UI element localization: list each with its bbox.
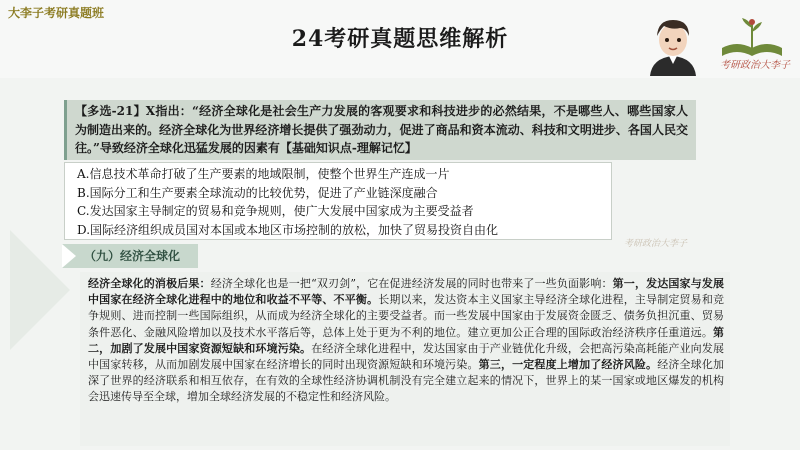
content-body [88, 276, 724, 406]
key-point-1: 第一，发达国家与发展中国家在经济全球化进程中的地位和收益不平等、不平衡。 [88, 277, 725, 307]
option-d[interactable]: D.国际经济组织成员国对本国或本地区市场控制的放松，加快了贸易投资自由化 [77, 222, 499, 237]
question-stem: 【多选-21】X指出：“经济全球化是社会生产力发展的客观要求和科技进步的必然结果，不是哪些人、哪些国家人为制造出来的。经济全球化为世界经济增长提供了强劲动力，促进了商品和资本流动、科技和文明进步、各国人民交往。”导致经济全球化迅猛发展的因素有【基础知识点-理解记忆】 [64, 100, 696, 160]
options-list [64, 162, 612, 240]
option-a[interactable]: A.信息技术革命打破了生产要素的地域限制，使整个世界生产连成一片 [77, 167, 450, 181]
key-point-3: 第三，一定程度上增加了经济风险。 [478, 358, 658, 372]
brand-label: 大李子考研真题班 [8, 6, 105, 20]
content-text: 经济全球化加深了世界的经济联系和相互依存，在有效的全球性经济协调机制没有完全建立起来的情况下，世界上的某一国家或地区爆发的机构会迅速传导至全球，增加全球经济发展的不稳定性和经济风险。 [88, 358, 725, 404]
content-text: 经济全球化也是一把“双刃剑”，它在促进经济发展的同时也带来了一些负面影响： [210, 277, 613, 290]
ghost-watermark-label: 考研政治大李子 [624, 239, 688, 249]
option-b[interactable]: B.国际分工和生产要素全球流动的比较优势，促进了产业链深度融合 [77, 185, 438, 200]
decorative-arrow-icon [10, 230, 70, 350]
content-lead: 经济全球化的消极后果： [88, 277, 211, 290]
content-text: 在经济全球化进程中，发达国家由于产业链优化升级，会把高污染高耗能产业向发展中国家转移，从而加剧发展中国家在经济增长的同时出现资源短缺和环境污染。 [88, 341, 725, 372]
logo-text: 考研政治大李子 [720, 60, 790, 71]
avatar [642, 14, 704, 76]
page-title: 24考研真题思维解析 [291, 26, 509, 52]
content-text: 长期以来，发达资本主义国家主导经济全球化进程，主导制定贸易和竞争规则、进而控制一些国际组织，从而成为经济全球化的主要受益者。而一些发展中国家由于发展资金匮乏、债务负担沉重、贸易条件恶化、金融风险增加以及技术水平落后等，总体上处于更为不利的地位。建立更加公正合理的国际政治经济秩序任重道远。 [88, 293, 725, 339]
section-marker-icon [62, 244, 76, 268]
option-c[interactable]: C.发达国家主导制定的贸易和竞争规则，使广大发展中国家成为主要受益者 [77, 204, 474, 218]
key-point-2: 第二，加剧了发展中国家资源短缺和环境污染。 [88, 325, 724, 355]
section-title: （九）经济全球化 [84, 249, 181, 263]
